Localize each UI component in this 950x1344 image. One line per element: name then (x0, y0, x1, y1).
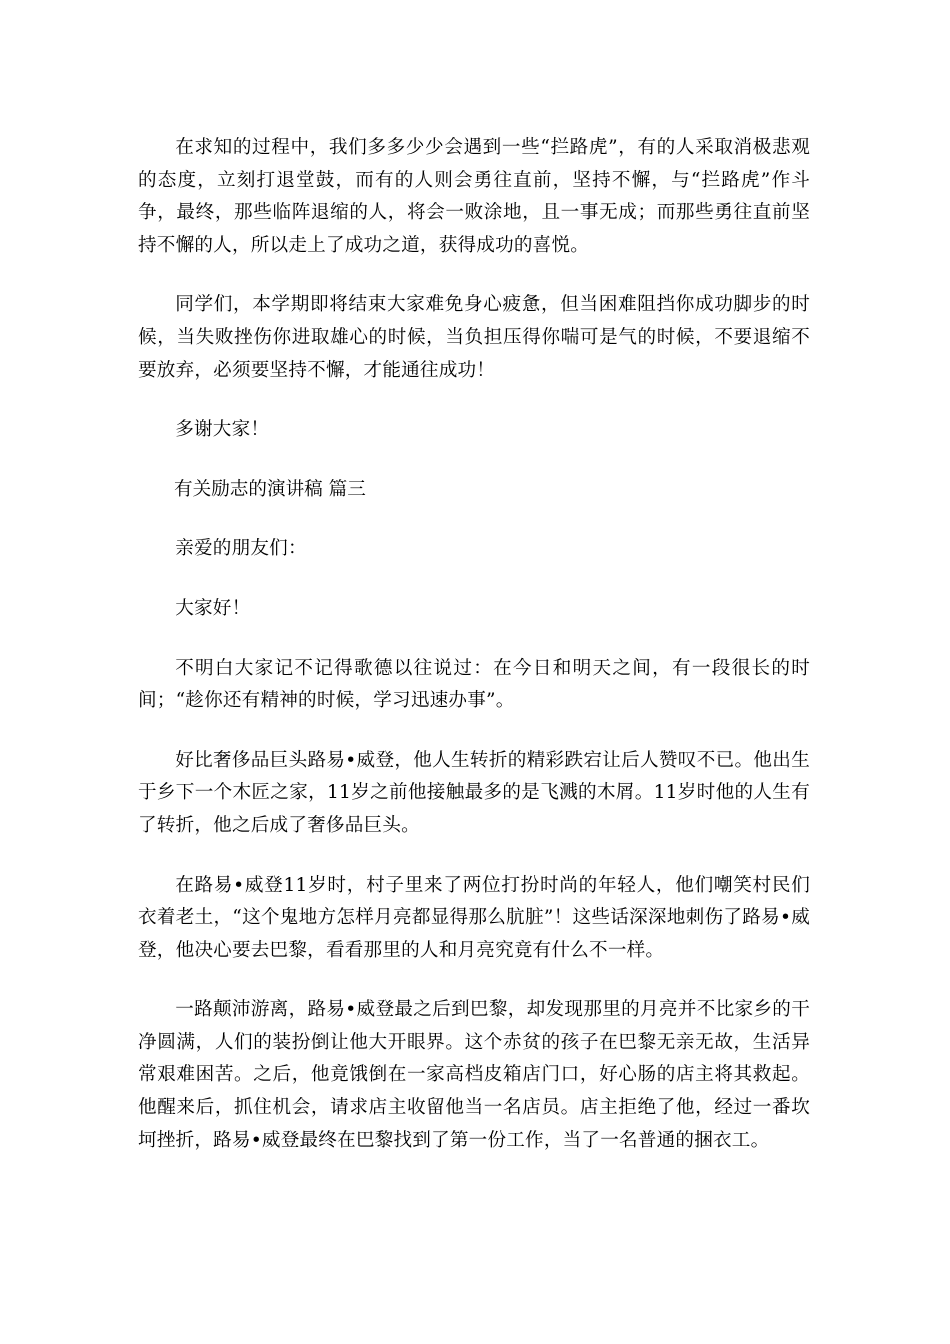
paragraph-goethe: 不明白大家记不记得歌德以往说过：在今日和明天之间，有一段很长的时间；“趁你还有精神的时候，学习迅速办事”。 (138, 657, 810, 712)
paragraph-louis-vuitton-paris: 一路颠沛游离，路易•威登最之后到巴黎，却发现那里的月亮并不比家乡的干净圆满，人们的装扮倒让他大开眼界。这个赤贫的孩子在巴黎无亲无故，生活异常艰难困苦。之后，他竟饿倒在一家高档皮箱店门口，好心肠的店主将其救起。他醒来后，抓住机会，请求店主收留他当一名店员。店主拒绝了他，经过一番坎坷挫折，路易•威登最终在巴黎找到了第一份工作，当了一名普通的捆衣工。 (138, 999, 810, 1151)
paragraph-louis-vuitton-intro: 好比奢侈品巨头路易•威登，他人生转折的精彩跌宕让后人赞叹不已。他出生于乡下一个木匠之家，11岁之前他接触最多的是飞溅的木屑。11岁时他的人生有了转折，他之后成了奢侈品巨头。 (138, 749, 810, 836)
section-heading: 有关励志的演讲稿 篇三 (174, 478, 366, 500)
paragraph-classmates: 同学们，本学期即将结束大家难免身心疲惫，但当困难阻挡你成功脚步的时候，当失败挫伤你进取雄心的时候，当负担压得你喘可是气的时候，不要退缩不要放弃，必须要坚持不懈，才能通往成功！ (138, 294, 810, 381)
document-page (138, 132, 810, 1157)
paragraph-thanks: 多谢大家！ (175, 419, 270, 441)
paragraph-louis-vuitton-village: 在路易•威登11岁时，村子里来了两位打扮时尚的年轻人，他们嘲笑村民们衣着老土，“这个鬼地方怎样月亮都显得那么肮脏”！这些话深深地刺伤了路易•威登，他决心要去巴黎，看看那里的人和月亮究竟有什么不一样。 (138, 874, 810, 961)
paragraph-obstacles: 在求知的过程中，我们多多少少会遇到一些“拦路虎”，有的人采取消极悲观的态度，立刻打退堂鼓，而有的人则会勇往直前，坚持不懈，与“拦路虎”作斗争，最终，那些临阵退缩的人，将会一败涂地，且一事无成；而那些勇往直前坚持不懈的人，所以走上了成功之道，获得成功的喜悦。 (138, 137, 810, 256)
paragraph-hello: 大家好！ (175, 597, 251, 619)
paragraph-greeting-friends: 亲爱的朋友们： (175, 538, 307, 560)
